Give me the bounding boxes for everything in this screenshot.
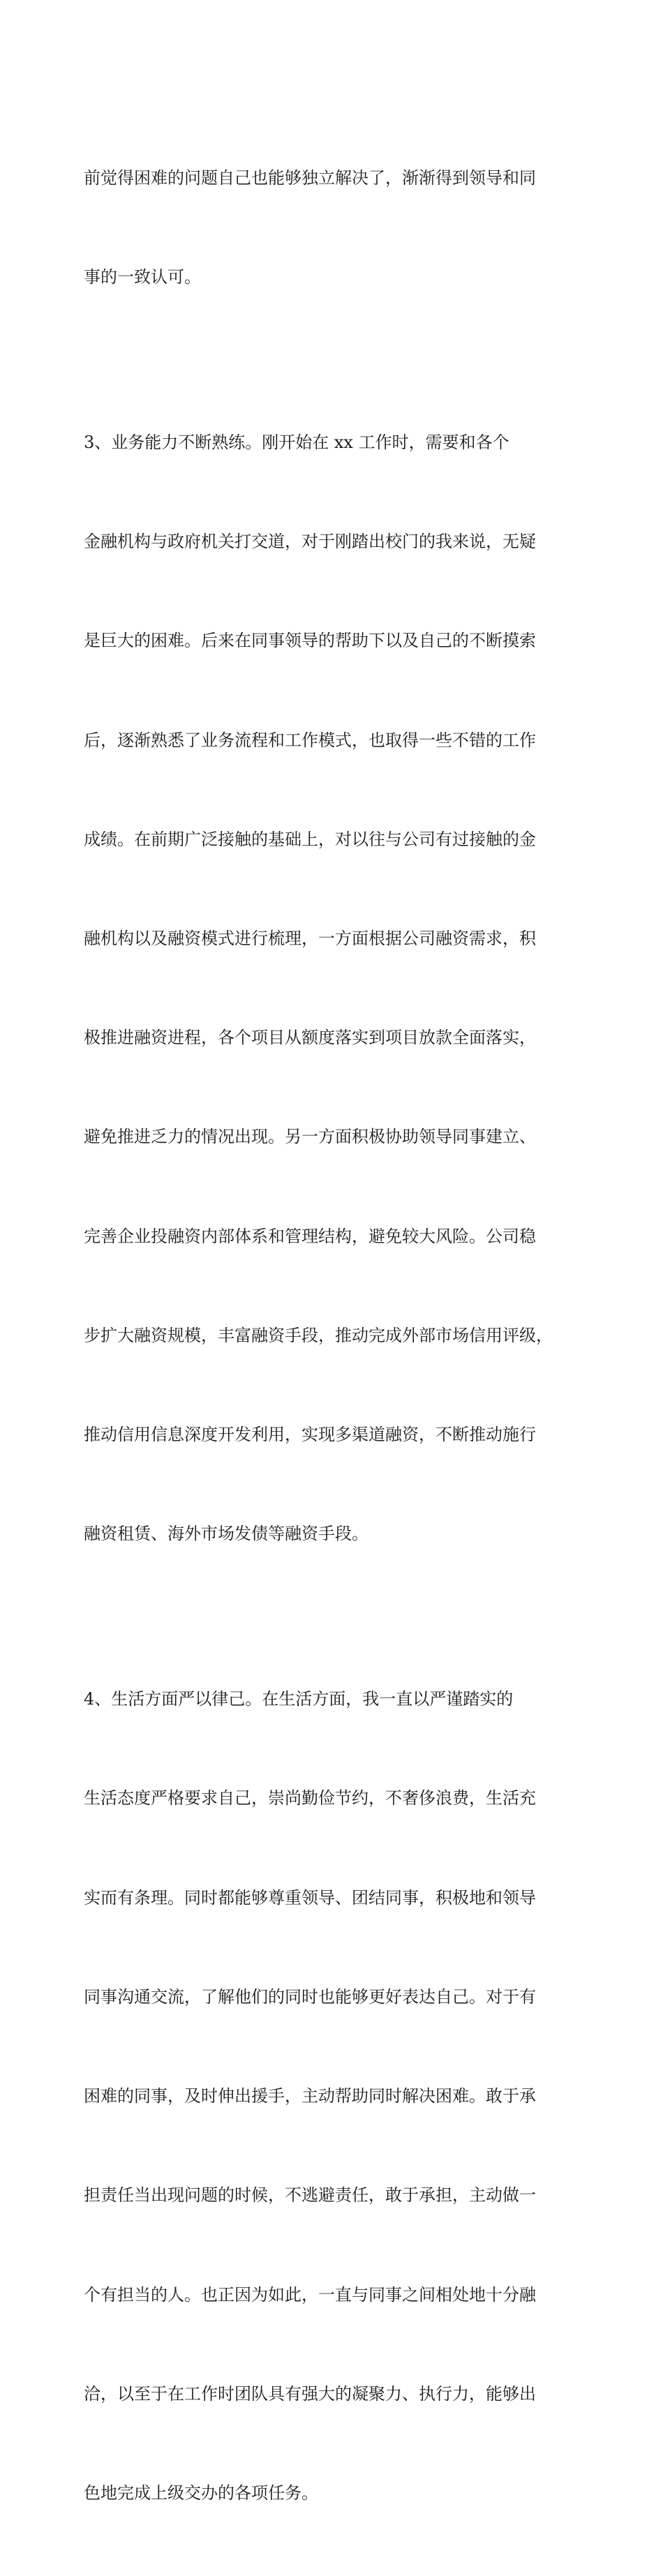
text-line: 实而有条理。同时都能够尊重领导、团结同事，积极地和领导 [84, 1887, 536, 1908]
text-line: 洽，以至于在工作时团队具有强大的凝聚力、执行力，能够出 [84, 2383, 536, 2404]
text-line: 推动信用信息深度开发利用，实现多渠道融资，不断推动施行 [84, 1425, 536, 1445]
text-line: 生活态度严格要求自己，崇尚勤俭节约，不奢侈浪费，生活充 [84, 1788, 536, 1809]
document-body [84, 96, 581, 2576]
text-line: 是巨大的困难。后来在同事领导的帮助下以及自己的不断摸索 [84, 631, 536, 651]
paragraph-life-discipline [84, 1617, 581, 2576]
text-line: 担责任当出现问题的时候，不逃避责任，敢于承担，主动做一 [84, 2185, 536, 2206]
text-line: 成绩。在前期广泛接触的基础上，对以往与公司有过接触的金 [84, 829, 536, 849]
text-line: 金融机构与政府机关打交道，对于刚踏出校门的我来说，无疑 [84, 532, 536, 552]
text-line: 完善企业投融资内部体系和管理结构，避免较大风险。公司稳 [84, 1226, 536, 1246]
text-line: 前觉得困难的问题自己也能够独立解决了，渐渐得到领导和同 [84, 167, 536, 188]
text-line: 4、生活方面严以律己。在生活方面，我一直以严谨踏实的 [84, 1689, 514, 1709]
paragraph-continuation [84, 96, 581, 360]
text-line: 色地完成上级交办的各项任务。 [84, 2483, 318, 2503]
text-line: 避免推进乏力的情况出现。另一方面积极协助领导同事建立、 [84, 1127, 536, 1147]
text-line: 融资租赁、海外市场发债等融资手段。 [84, 1524, 368, 1544]
paragraph-business-ability [84, 360, 581, 1617]
text-line: 事的一致认可。 [84, 267, 201, 287]
text-line: 个有担当的人。也正因为如此，一直与同事之间相处地十分融 [84, 2284, 536, 2305]
text-line: 融机构以及融资模式进行梳理，一方面根据公司融资需求，积 [84, 929, 536, 949]
text-line: 困难的同事，及时伸出援手，主动帮助同时解决困难。敢于承 [84, 2086, 536, 2106]
text-line: 步扩大融资规模，丰富融资手段，推动完成外部市场信用评级， [84, 1325, 553, 1345]
text-line: 后，逐渐熟悉了业务流程和工作模式，也取得一些不错的工作 [84, 730, 536, 750]
text-line: 3、业务能力不断熟练。刚开始在 xx 工作时，需要和各个 [84, 433, 509, 453]
text-line: 极推进融资进程，各个项目从额度落实到项目放款全面落实， [84, 1028, 536, 1048]
text-line: 同事沟通交流，了解他们的同时也能够更好表达自己。对于有 [84, 1986, 536, 2007]
